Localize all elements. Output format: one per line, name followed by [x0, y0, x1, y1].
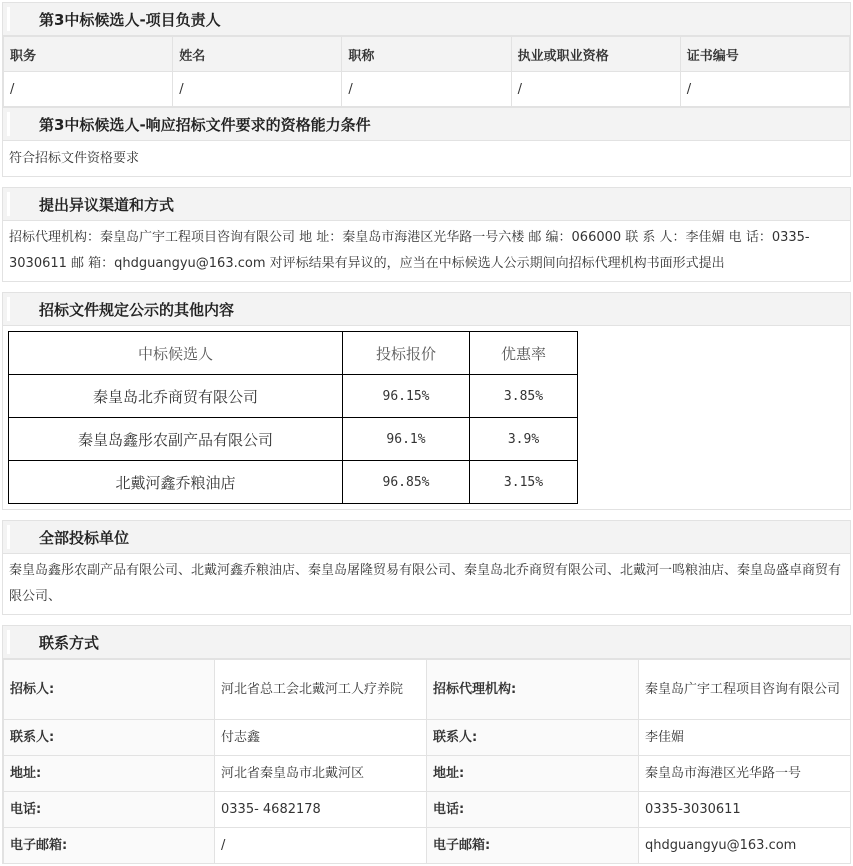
- bid-price: 96.85%: [343, 461, 470, 504]
- bid-discount: 3.85%: [470, 375, 578, 418]
- cell-position: /: [4, 72, 173, 107]
- label-phone: 电话:: [4, 792, 215, 828]
- label-agency-email: 电子邮箱:: [427, 828, 639, 864]
- table-row: [9, 461, 578, 504]
- all-bidders-box: [2, 554, 851, 615]
- value-tenderer: 河北省总工会北戴河工人疗养院: [215, 660, 427, 720]
- table-row: [9, 375, 578, 418]
- project-leader-table: [3, 36, 850, 107]
- section-header-objection: [2, 187, 851, 221]
- value-agency: 秦皇岛广宇工程项目咨询有限公司: [639, 660, 851, 720]
- label-agency-phone: 电话:: [427, 792, 639, 828]
- value-agency-address: 秦皇岛市海港区光华路一号: [639, 756, 851, 792]
- cell-certificate-no: /: [680, 72, 849, 107]
- bid-price: 96.1%: [343, 418, 470, 461]
- bid-table-box: [2, 326, 851, 510]
- table-row: [9, 418, 578, 461]
- bid-discount: 3.15%: [470, 461, 578, 504]
- all-bidders-text: 秦皇岛鑫彤农副产品有限公司、北戴河鑫乔粮油店、秦皇岛屠隆贸易有限公司、秦皇岛北乔商贸有限公司、北戴河一鸣粮油店、秦皇岛盛卓商贸有限公司、: [9, 563, 842, 604]
- bid-table: [8, 331, 578, 504]
- bid-discount: 3.9%: [470, 418, 578, 461]
- contact-table: [3, 659, 851, 864]
- table-row: [4, 72, 850, 107]
- section-header-other-content: [2, 292, 851, 326]
- value-agency-email: qhdguangyu@163.com: [639, 828, 851, 864]
- label-address: 地址:: [4, 756, 215, 792]
- value-phone: 0335- 4682178: [215, 792, 427, 828]
- value-email: /: [215, 828, 427, 864]
- value-contact-person: 付志鑫: [215, 720, 427, 756]
- qualification-box: [2, 141, 851, 177]
- col-header-title: 职称: [342, 37, 511, 72]
- bid-header-discount: 优惠率: [470, 332, 578, 375]
- section-title: 第3中标候选人-项目负责人: [39, 10, 221, 29]
- cell-name: /: [173, 72, 342, 107]
- section-title: 招标文件规定公示的其他内容: [39, 300, 235, 319]
- project-leader-table-box: [2, 36, 851, 107]
- value-agency-contact: 李佳媚: [639, 720, 851, 756]
- section-header-project-leader: [2, 2, 851, 36]
- bid-price: 96.15%: [343, 375, 470, 418]
- section-title: 全部投标单位: [39, 528, 130, 547]
- label-agency-contact: 联系人:: [427, 720, 639, 756]
- value-address: 河北省秦皇岛市北戴河区: [215, 756, 427, 792]
- col-header-name: 姓名: [173, 37, 342, 72]
- qualification-text: 符合招标文件资格要求: [9, 151, 140, 166]
- label-tenderer: 招标人:: [4, 660, 215, 720]
- section-title: 提出异议渠道和方式: [39, 195, 175, 214]
- table-row: [4, 828, 851, 864]
- label-contact-person: 联系人:: [4, 720, 215, 756]
- table-row: [4, 756, 851, 792]
- section-header-qualification: [2, 107, 851, 141]
- table-row: [4, 720, 851, 756]
- col-header-qualification: 执业或职业资格: [511, 37, 680, 72]
- contact-box: [2, 659, 851, 864]
- section-header-all-bidders: [2, 520, 851, 554]
- bid-header-price: 投标报价: [343, 332, 470, 375]
- bid-candidate: 秦皇岛鑫彤农副产品有限公司: [9, 418, 343, 461]
- objection-text: 招标代理机构：秦皇岛广宇工程项目咨询有限公司 地 址：秦皇岛市海港区光华路一号六楼 邮 编：066000 联 系 人：李佳媚 电 话：0335-3030611 邮 箱：qhdguangyu@163.com 对评标结果有异议的，应当在中标候选人公示期间向招标代理机构书面形式提出: [9, 230, 810, 271]
- value-agency-phone: 0335-3030611: [639, 792, 851, 828]
- section-header-contact: [2, 625, 851, 659]
- table-row: [4, 792, 851, 828]
- section-title: 第3中标候选人-响应招标文件要求的资格能力条件: [39, 115, 371, 134]
- table-row: [4, 660, 851, 720]
- cell-qualification: /: [511, 72, 680, 107]
- cell-title: /: [342, 72, 511, 107]
- label-agency-address: 地址:: [427, 756, 639, 792]
- bid-candidate: 北戴河鑫乔粮油店: [9, 461, 343, 504]
- objection-box: [2, 221, 851, 282]
- bid-candidate: 秦皇岛北乔商贸有限公司: [9, 375, 343, 418]
- col-header-position: 职务: [4, 37, 173, 72]
- col-header-certificate-no: 证书编号: [680, 37, 849, 72]
- section-title: 联系方式: [39, 633, 100, 652]
- bid-header-candidate: 中标候选人: [9, 332, 343, 375]
- label-agency: 招标代理机构:: [427, 660, 639, 720]
- label-email: 电子邮箱:: [4, 828, 215, 864]
